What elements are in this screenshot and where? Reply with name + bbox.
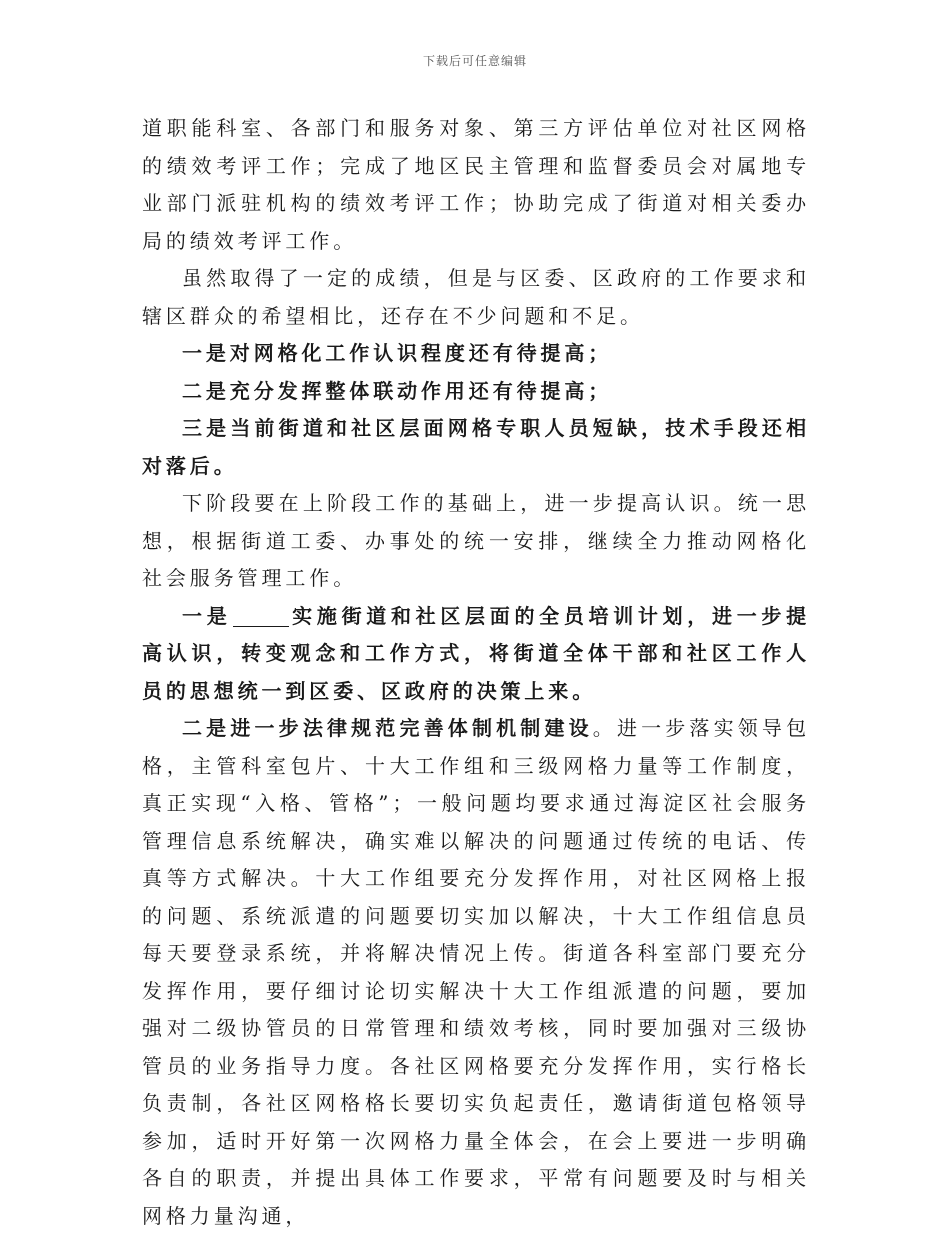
issue-item-2: 二是充分发挥整体联动作用还有待提高； (182, 378, 613, 403)
blank-underline (233, 606, 289, 627)
document-body (142, 110, 810, 1235)
plan-item-1-lead: 一是 (182, 603, 232, 628)
paragraph-summary: 虽然取得了一定的成绩，但是与区委、区政府的工作要求和辖区群众的希望相比，还存在不少问题和不足。 (142, 266, 810, 328)
paragraph-next-phase: 下阶段要在上阶段工作的基础上，进一步提高认识。统一思想，根据街道工委、办事处的统一安排，继续全力推动网格化社会服务管理工作。 (142, 491, 810, 590)
plan-item-2-heading: 二是进一步法律规范完善体制机制建设 (182, 716, 593, 740)
plan-item-2-text: 。进一步落实领导包格，主管科室包片、十大工作组和三级网格力量等工作制度，真正实现“入格、管格”；一般问题均要求通过海淀区社会服务管理信息系统解决，确实难以解决的问题通过传统的电话、传真等方式解决。十大工作组要充分发挥作用，对社区网格上报的问题、系统派遣的问题要切实加以解决，十大工作组信息员每天要登录系统，并将解决情况上传。街道各科室部门要充分发挥作用，要仔细讨论切实解决十大工作组派遣的问题，要加强对二级协管员的日常管理和绩效考核，同时要加强对三级协管员的业务指导力度。各社区网格要充分发挥作用，实行格长负责制，各社区网格格长要切实负起责任，邀请街道包格领导参加，适时开好第一次网格力量全体会，在会上要进一步明确各自的职责，并提出具体工作要求，平常有问题要及时与相关网格力量沟通， (142, 716, 810, 1228)
paragraph-continuation: 道职能科室、各部门和服务对象、第三方评估单位对社区网格的绩效考评工作；完成了地区民主管理和监督委员会对属地专业部门派驻机构的绩效考评工作；协助完成了街道对相关委办局的绩效考评工作。 (142, 116, 810, 253)
plan-item-2 (142, 710, 810, 1235)
issue-item-3: 三是当前街道和社区层面网格专职人员短缺，技术手段还相对落后。 (142, 416, 810, 478)
issue-item-1: 一是对网格化工作认识程度还有待提高； (182, 341, 613, 365)
plan-item-1 (142, 598, 810, 711)
plan-item-1-text: 实施街道和社区层面的全员培训计划，进一步提高认识，转变观念和工作方式，将街道全体干部和社区工作人员的思想统一到区委、区政府的决策上来。 (142, 603, 810, 703)
page-header: 下载后可任意编辑 (422, 54, 527, 68)
